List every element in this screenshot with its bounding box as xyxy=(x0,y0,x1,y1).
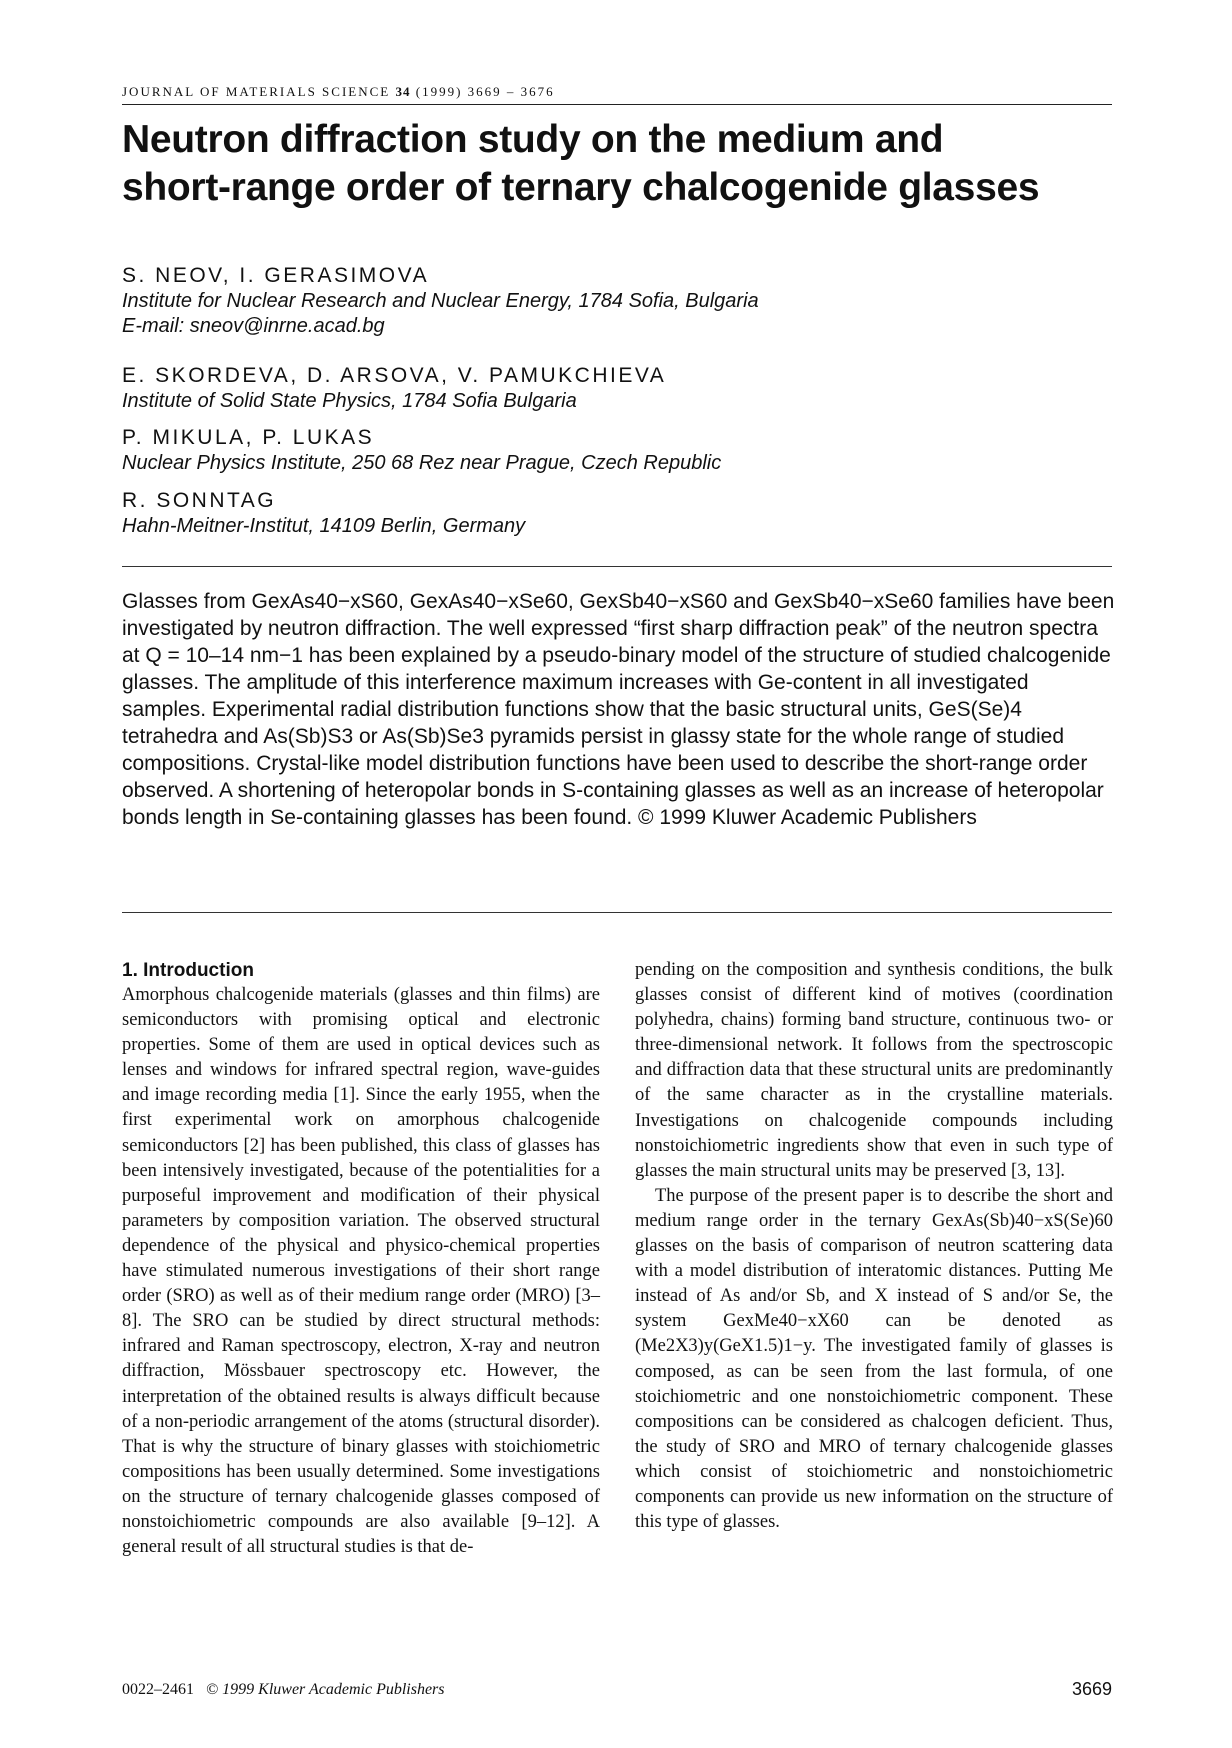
author-group-3 xyxy=(122,424,1112,476)
author-affiliation: Institute for Nuclear Research and Nuclear Energy, 1784 Sofia, Bulgaria xyxy=(122,290,759,312)
abstract-bottom-rule xyxy=(122,912,1112,913)
author-names: E. SKORDEVA, D. ARSOVA, V. PAMUKCHIEVA xyxy=(122,364,667,387)
page-number: 3669 xyxy=(1071,1679,1112,1699)
author-names: R. SONNTAG xyxy=(122,489,277,512)
author-group-2 xyxy=(122,362,1112,414)
left-column xyxy=(122,958,600,1560)
footer-issn-copyright xyxy=(122,1681,445,1699)
intro-paragraph-right-2: The purpose of the present paper is to describe the short and medium range order in the ternary GexAs(Sb)40−xS(Se)60 glasses on the basis of comparison of neutron scattering data with a model distribution of interatomic distances. Putting Me instead of As and/or Sb, and X instead of S and/or Se, the system GexMe40−xX60 can be denoted as (Me2X3)y(GeX1.5)1−y. The investigated family of glasses is composed, as can be seen from the last formula, of one stoichiometric and one nonstoichiometric component. These compositions can be considered as chalcogen deficient. Thus, the study of SRO and MRO of ternary chalcogenide glasses which consist of stoichiometric and nonstoichiometric components can provide us new information on the structure of this type of glasses. xyxy=(635,1185,1113,1533)
journal-volume: 34 xyxy=(395,84,411,99)
abstract: Glasses from GexAs40−xS60, GexAs40−xSe60, GexSb40−xS60 and GexSb40−xSe60 families have been investigated by neutron diffraction. The well expressed “first sharp diffraction peak” of the neutron spectra at Q = 10–14 nm−1 has been explained by a pseudo-binary model of the structure of studied chalcogenide glasses. The amplitude of this interference maximum increases with Ge-content in all investigated samples. Experimental radial distribution functions show that the basic structural units, GeS(Se)4 tetrahedra and As(Sb)S3 or As(Sb)Se3 pyramids persist in glassy state for the whole range of studied compositions. Crystal-like model distribution functions have been used to describe the short-range order observed. A shortening of heteropolar bonds in S-containing glasses as well as an increase of heteropolar bonds length in Se-containing glasses has been found. © 1999 Kluwer Academic Publishers xyxy=(122,590,1115,829)
title-line-2: short-range order of ternary chalcogenide glasses xyxy=(122,166,1040,209)
abstract-top-rule xyxy=(122,566,1112,567)
journal-name: JOURNAL OF MATERIALS SCIENCE xyxy=(122,84,391,99)
paper-title xyxy=(122,116,1122,212)
section-heading: 1. Introduction xyxy=(122,960,254,981)
author-group-4 xyxy=(122,487,1112,539)
author-affiliation: Institute of Solid State Physics, 1784 Sofia Bulgaria xyxy=(122,390,577,412)
author-group-1 xyxy=(122,262,1112,339)
author-email: E-mail: sneov@inrne.acad.bg xyxy=(122,315,385,337)
header-rule xyxy=(122,104,1112,105)
journal-year-pages: (1999) 3669 – 3676 xyxy=(415,84,555,99)
intro-paragraph-right-1: pending on the composition and synthesis conditions, the bulk glasses consist of different kind of motives (coordination polyhedra, chains) forming band structure, continuous two- or three-dimensional network. It follows from the spectroscopic and diffraction data that these structural units are predominantly of the same character as in the crystalline materials. Investigations on chalcogenide compounds including nonstoichiometric ingredients show that even in such type of glasses the main structural units may be preserved [3, 13]. xyxy=(635,960,1113,1181)
author-affiliation: Hahn-Meitner-Institut, 14109 Berlin, Germany xyxy=(122,515,526,537)
title-line-1: Neutron diffraction study on the medium and xyxy=(122,118,944,161)
right-column xyxy=(635,958,1113,1535)
author-names: P. MIKULA, P. LUKAS xyxy=(122,426,375,449)
intro-paragraph-left: Amorphous chalcogenide materials (glasses and thin films) are semiconductors with promising optical and electronic properties. Some of them are used in optical devices such as lenses and windows for infrared spectral region, wave-guides and image recording media [1]. Since the early 1955, when the first experimental work on amorphous chalcogenide semiconductors [2] has been published, this class of glasses has been intensively investigated, because of the potentialities for a purposeful improvement and modification of their physical parameters by composition variation. The observed structural dependence of the physical and physico-chemical properties have stimulated numerous investigations of their short range order (SRO) as well as of their medium range order (MRO) [3–8]. The SRO can be studied by direct structural methods: infrared and Raman spectroscopy, electron, X-ray and neutron diffraction, Mössbauer spectroscopy etc. However, the interpretation of the obtained results is always difficult because of a non-periodic arrangement of the atoms (structural disorder). That is why the structure of binary glasses with stoichiometric compositions has been usually determined. Some investigations on the structure of ternary chalcogenide glasses composed of nonstoichiometric compounds are also available [9–12]. A general result of all structural studies is that de- xyxy=(122,985,600,1558)
running-header xyxy=(122,84,1112,100)
footer-issn: 0022–2461 xyxy=(122,1681,194,1698)
author-affiliation: Nuclear Physics Institute, 250 68 Rez near Prague, Czech Republic xyxy=(122,452,722,474)
author-names: S. NEOV, I. GERASIMOVA xyxy=(122,264,430,287)
footer-copyright: © 1999 Kluwer Academic Publishers xyxy=(206,1681,445,1698)
